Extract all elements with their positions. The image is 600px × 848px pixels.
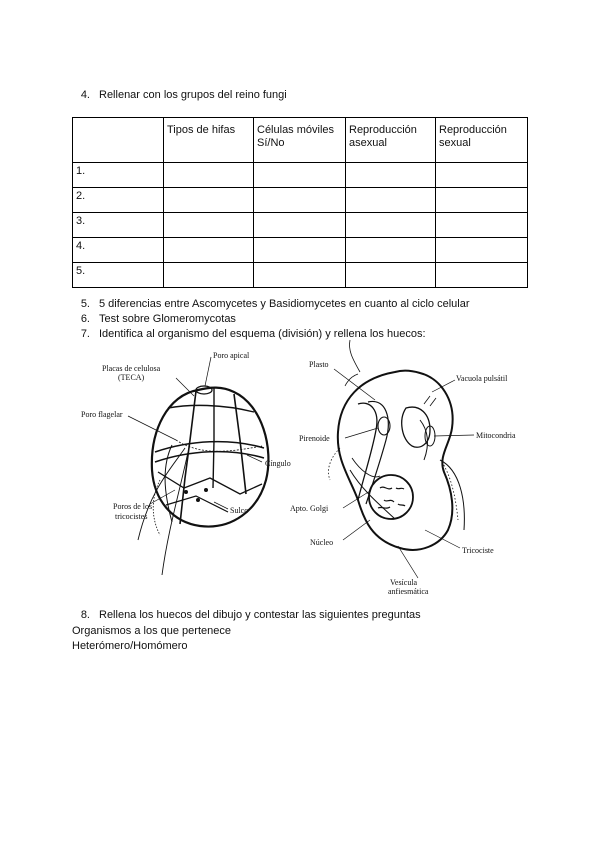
label-poros-tricocistes-1: Poros de los xyxy=(113,502,153,511)
label-cingulo: Cíngulo xyxy=(265,459,291,468)
interior-label-lines xyxy=(334,369,474,578)
header-cell-celulas: Células móviles Sí/No xyxy=(254,118,346,163)
question-8 xyxy=(73,608,421,622)
row-number: 5. xyxy=(73,263,164,288)
question-8-text: Rellena los huecos del dibujo y contestar las siguientes preguntas xyxy=(99,609,421,621)
header-cell-asexual: Reproducción asexual xyxy=(346,118,436,163)
label-placas-celulosa: Placas de celulosa xyxy=(102,364,161,373)
question-4-number: 4. xyxy=(80,89,90,101)
label-mitocondria: Mitocondria xyxy=(476,431,516,440)
label-vacuola-pulsatil: Vacuola pulsátil xyxy=(456,374,508,383)
label-nucleo: Núcleo xyxy=(310,538,334,547)
row-number: 3. xyxy=(73,213,164,238)
theca-label-lines xyxy=(128,357,262,509)
question-6-text: Test sobre Glomeromycotas xyxy=(99,313,236,325)
question-7-number: 7. xyxy=(80,328,90,340)
label-vesicula: Vesícula xyxy=(390,578,418,587)
label-aparato-golgi: Apto. Golgi xyxy=(290,504,329,513)
cell-interior-drawing xyxy=(328,340,464,550)
label-poro-flagelar: Poro flagelar xyxy=(81,410,123,419)
question-6-number: 6. xyxy=(80,313,90,325)
row-number: 1. xyxy=(73,163,164,188)
label-poros-tricocistes-2: tricocistes xyxy=(115,512,148,521)
label-poro-apical: Poro apical xyxy=(213,351,250,360)
organismos-line: Organismos a los que pertenece xyxy=(72,625,231,637)
row-number: 4. xyxy=(73,238,164,263)
theca-exterior-drawing xyxy=(138,386,268,575)
header-cell-sexual: Reproducción sexual xyxy=(436,118,528,163)
header-cell-hifas: Tipos de hifas xyxy=(164,118,254,163)
label-teca: (TECA) xyxy=(118,373,145,382)
question-8-number: 8. xyxy=(80,609,90,621)
question-4-text: Rellenar con los grupos del reino fungi xyxy=(99,89,287,101)
question-5-number: 5. xyxy=(80,298,90,310)
label-anfiesmatica: anfiesmática xyxy=(388,587,429,596)
heteromero-line: Heterómero/Homómero xyxy=(72,640,188,652)
label-sulco: Sulco xyxy=(230,506,249,515)
label-pirenoide: Pirenoide xyxy=(299,434,330,443)
label-plasto: Plasto xyxy=(309,360,329,369)
label-tricociste: Tricociste xyxy=(462,546,494,555)
question-5-text: 5 diferencias entre Ascomycetes y Basidiomycetes en cuanto al ciclo celular xyxy=(99,298,470,310)
row-number: 2. xyxy=(73,188,164,213)
question-7-text: Identifica al organismo del esquema (división) y rellena los huecos: xyxy=(99,328,426,340)
